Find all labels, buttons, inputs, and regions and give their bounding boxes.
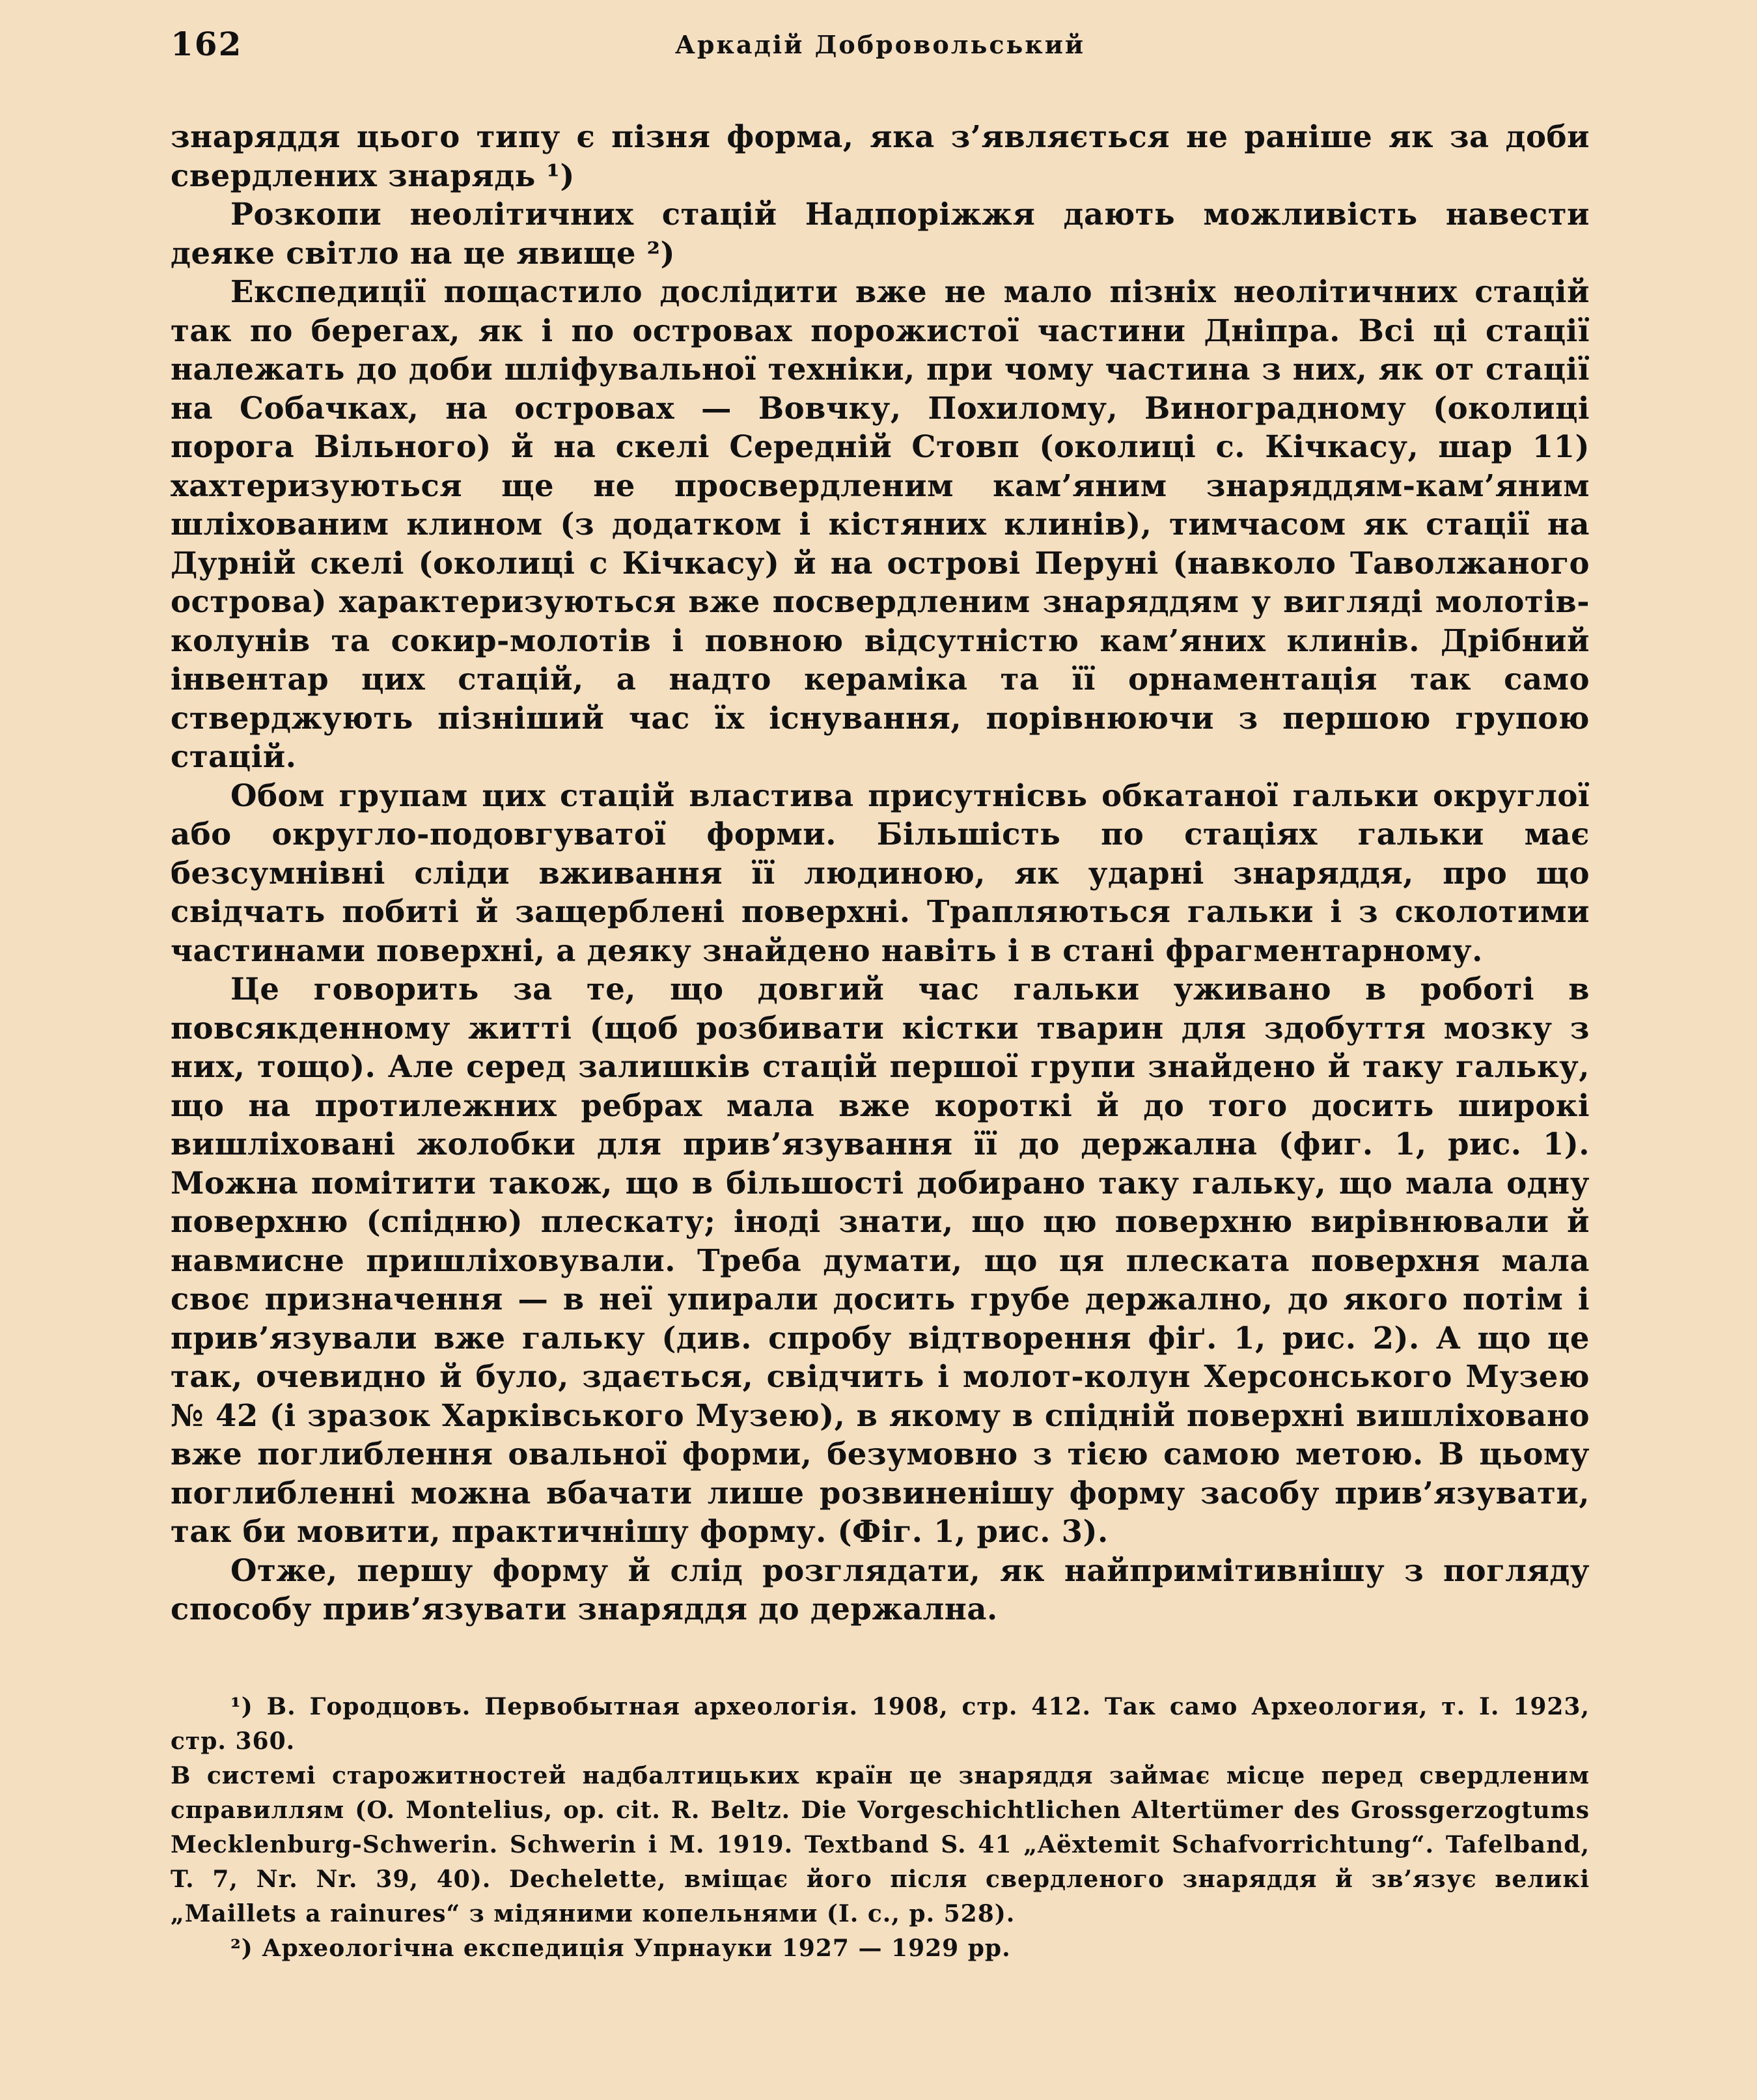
- paragraph-excavations: Розкопи неолітичних стацій Надпоріжжя дають можливість навести деяке світло на це явище ²): [171, 196, 1590, 271]
- running-title: Аркадій Добровольський: [674, 30, 1086, 59]
- paragraph-usage: Це говорить за те, що довгий час гальки уживано в роботі в повсякденному житті (щоб розбивати кістки тварин для здобуття мозку з них, тощо). Але серед залишків стацій першої групи знайдено й таку гальку, що на протилежних ребрах мала вже короткі й до того досить широкі вишліховані жолобки для прив’язування її до держална (фиг. 1, рис. 1). Можна помітити також, що в більшості добирано таку гальку, що мала одну поверхню (спідню) плескату; іноді знати, що цю поверхню вирівнювали й навмисне пришліховували. Треба думати, що ця плеската поверхня мала своє призначення — в неї упирали досить грубе держално, до якого потім і прив’язували вже гальку (див. спробу відтворення фіґ. 1, рис. 2). А що це так, очевидно й було, здається, свідчить і молот-колун Херсонського Музею № 42 (і зразок Харківського Музею), в якому в спідній поверхні вишліховано вже поглиблення овальної форми, безумовно з тією самою метою. В цьому поглибленні можна вбачати лише розвиненішу форму засобу прив’язувати, так би мовити, практичнішу форму. (Фіг. 1, рис. 3).: [171, 971, 1590, 1549]
- page-number: 162: [171, 25, 243, 63]
- body-text: [171, 117, 1590, 1629]
- paragraph-conclusion: Отже, першу форму й слід розглядати, як найпримітивнішу з погляду способу прив’язувати знаряддя до держална.: [171, 1552, 1590, 1627]
- page: [171, 20, 1590, 1966]
- page-header: [171, 20, 1590, 72]
- paragraph-pebbles: Обом групам цих стацій властива присутнісвь обкатаної гальки округлої або округло-подовгуватої форми. Більшість по стаціях гальки має безсумнівні сліди вживання її людиною, як ударні знаряддя, про що свідчать побиті й защерблені поверхні. Трапляються гальки і з сколотими частинами поверхні, а деяку знайдено навіть і в стані фрагментарному.: [171, 777, 1590, 968]
- footnote-1-continuation: В системі старожитностей надбалтицьких країн це знаряддя займає місце перед свердленим справиллям (O. Montelius, op. cit. R. Beltz. Die Vorgeschichtlichen Altertümer des Grossgerzogtums Mecklenburg-Schwerin. Schwerin i M. 1919. Textband S. 41 „Aëxtemit Schafvorrichtung“. Tafelband, T. 7, Nr. Nr. 39, 40). Dechelette, вміщає його після свердленого знаряддя й зв’язує великі „Maillets a rainures“ з мідяними копельнями (I. c., p. 528).: [171, 1761, 1590, 1927]
- paragraph-expedition: Експедиції пощастило дослідити вже не мало пізніх неолітичних стацій так по берегах, як і по островах порожистої частини Дніпра. Всі ці стації належать до доби шліфувальної техніки, при чому частина з них, як от стації на Собачках, на островах — Вовчку, Похилому, Виноградному (околиці порога Вільного) й на скелі Середній Стовп (околиці с. Кічкасу, шар 11) хахтеризуються ще не просвердленим кам’яним знаряддям-кам’яним шліхованим клином (з додатком і кістяних клинів), тимчасом як стації на Дурній скелі (околиці с Кічкасу) й на острові Перуні (навколо Таволжаного острова) характеризуються вже посвердленим знаряддям у вигляді молотів-колунів та сокир-молотів і повною відсутністю кам’яних клинів. Дрібний інвентар цих стацій, а надто кераміка та її орнаментація так само стверджують пізніший час їх існування, порівнюючи з першою групою стацій.: [171, 273, 1590, 774]
- paragraph-continuation: знаряддя цього типу є пізня форма, яка з’являється не раніше як за доби свердлених знарядь ¹): [171, 119, 1590, 193]
- footnote-1: ¹) В. Городцовъ. Первобытная археологія. 1908, стр. 412. Так само Археология, т. I. 1923, стр. 360.: [171, 1692, 1590, 1755]
- footnote-2: ²) Археологічна експедиція Упрнауки 1927 — 1929 pp.: [230, 1934, 1011, 1962]
- footnotes: [171, 1690, 1590, 1966]
